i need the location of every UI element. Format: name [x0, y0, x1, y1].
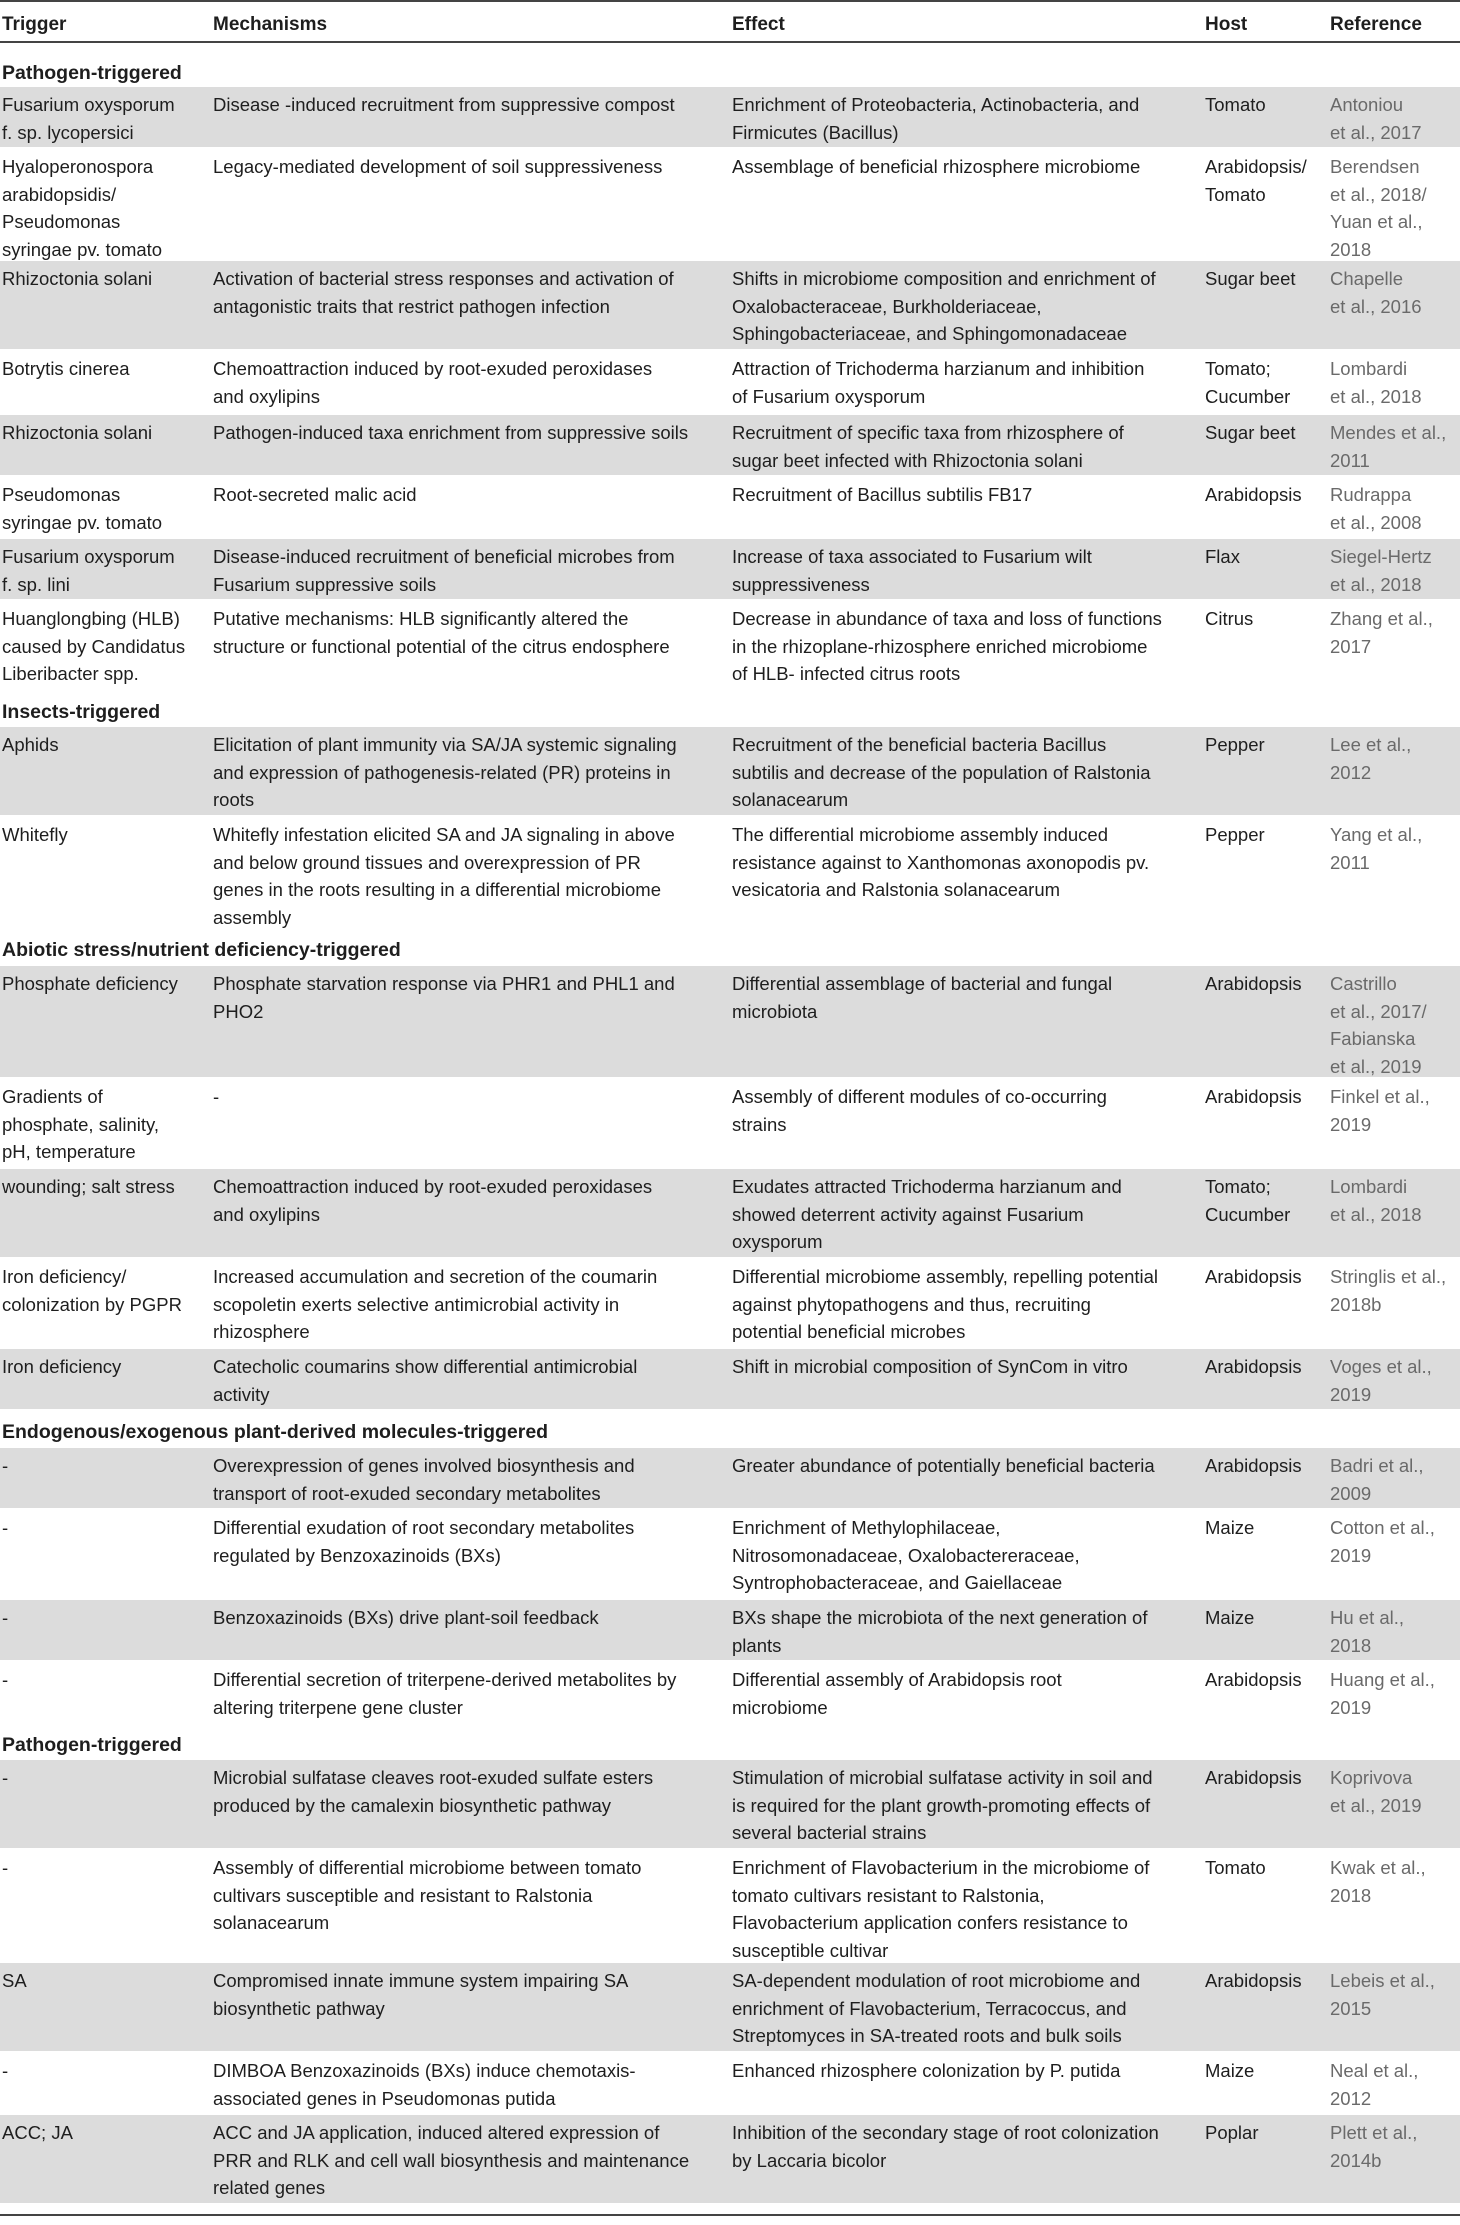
cell-effect: Differential assemblage of bacterial and fungal microbiota	[732, 973, 1113, 1022]
cell-trigger: -	[2, 1857, 9, 1878]
cell-effect: Differential microbiome assembly, repelling potential against phytopathogens and thus, recruiting potential beneficial microbes	[732, 1266, 1159, 1342]
table-row	[0, 539, 1460, 601]
table-row	[0, 1079, 1460, 1169]
cell-mechanism: Legacy-mediated development of soil suppressiveness	[213, 156, 663, 177]
cell-mechanism: Pathogen-induced taxa enrichment from suppressive soils	[213, 422, 689, 443]
table-row	[0, 727, 1460, 817]
cell-reference: Voges et al., 2019	[1330, 1356, 1432, 1405]
cell-trigger: Huanglongbing (HLB) caused by Candidatus Liberibacter spp.	[2, 608, 186, 684]
cell-mechanism: Root-secreted malic acid	[213, 484, 417, 505]
cell-trigger: -	[2, 2060, 9, 2081]
cell-host: Arabidopsis	[1205, 1455, 1302, 1476]
cell-effect: SA-dependent modulation of root microbiome and enrichment of Flavobacterium, Terracoccus, and Streptomyces in SA-treated roots and bulk soils	[732, 1970, 1141, 2046]
cell-mechanism: Chemoattraction induced by root-exuded peroxidases and oxylipins	[213, 358, 653, 407]
cell-host: Arabidopsis/ Tomato	[1205, 156, 1307, 205]
section-title: Abiotic stress/nutrient deficiency-triggered	[2, 939, 401, 961]
cell-reference: Finkel et al., 2019	[1330, 1086, 1430, 1135]
cell-effect: Attraction of Trichoderma harzianum and inhibition of Fusarium oxysporum	[732, 358, 1145, 407]
cell-reference: Lee et al., 2012	[1330, 734, 1412, 783]
cell-reference: Siegel-Hertz et al., 2018	[1330, 546, 1432, 595]
cell-effect: Differential assembly of Arabidopsis root microbiome	[732, 1669, 1062, 1718]
cell-effect: Recruitment of the beneficial bacteria Bacillus subtilis and decrease of the population of Ralstonia solanacearum	[732, 734, 1151, 810]
cell-trigger: wounding; salt stress	[2, 1176, 175, 1197]
header-mechanisms: Mechanisms	[213, 14, 328, 35]
table-row	[0, 817, 1460, 930]
cell-host: Poplar	[1205, 2122, 1259, 2143]
table-row	[0, 1448, 1460, 1510]
cell-mechanism: Benzoxazinoids (BXs) drive plant-soil feedback	[213, 1607, 599, 1628]
table-row	[0, 1850, 1460, 1963]
table-row	[0, 87, 1460, 149]
table-header	[0, 0, 1460, 43]
cell-effect: Greater abundance of potentially beneficial bacteria	[732, 1455, 1155, 1476]
cell-trigger: Iron deficiency	[2, 1356, 122, 1377]
cell-mechanism: Activation of bacterial stress responses and activation of antagonistic traits that restrict pathogen infection	[213, 268, 674, 317]
section-title: Endogenous/exogenous plant-derived molecules-triggered	[2, 1421, 549, 1443]
cell-effect: The differential microbiome assembly induced resistance against to Xanthomonas axonopodis pv. vesicatoria and Ralstonia solanacearum	[732, 824, 1150, 900]
table-row	[0, 1662, 1460, 1724]
cell-mechanism: Disease-induced recruitment of beneficial microbes from Fusarium suppressive soils	[213, 546, 675, 595]
cell-effect: Recruitment of Bacillus subtilis FB17	[732, 484, 1033, 505]
cell-reference: Lombardi et al., 2018	[1330, 358, 1422, 407]
cell-trigger: Phosphate deficiency	[2, 973, 178, 994]
section-heading	[0, 1724, 1460, 1761]
cell-reference: Antoniou et al., 2017	[1330, 94, 1422, 143]
cell-host: Pepper	[1205, 824, 1265, 845]
cell-effect: Recruitment of specific taxa from rhizosphere of sugar beet infected with Rhizoctonia solani	[732, 422, 1124, 471]
cell-host: Tomato; Cucumber	[1205, 358, 1291, 407]
section-heading	[0, 691, 1460, 728]
cell-reference: Zhang et al., 2017	[1330, 608, 1433, 657]
cell-trigger: Fusarium oxysporum f. sp. lycopersici	[2, 94, 175, 143]
table-row	[0, 1510, 1460, 1600]
cell-reference: Badri et al., 2009	[1330, 1455, 1424, 1504]
cell-trigger: -	[2, 1669, 9, 1690]
cell-mechanism: Putative mechanisms: HLB significantly altered the structure or functional potential of the citrus endosphere	[213, 608, 670, 657]
cell-mechanism: Overexpression of genes involved biosynthesis and transport of root-exuded secondary metabolites	[213, 1455, 635, 1504]
table-row	[0, 601, 1460, 691]
table-row	[0, 415, 1460, 477]
section-heading	[0, 52, 1460, 89]
cell-host: Arabidopsis	[1205, 1767, 1302, 1788]
cell-trigger: ACC; JA	[2, 2122, 73, 2143]
section-title: Insects-triggered	[2, 701, 161, 723]
cell-mechanism: DIMBOA Benzoxazinoids (BXs) induce chemotaxis- associated genes in Pseudomonas putida	[213, 2060, 636, 2109]
cell-host: Arabidopsis	[1205, 1266, 1302, 1287]
table-row	[0, 966, 1460, 1079]
cell-reference: Huang et al., 2019	[1330, 1669, 1435, 1718]
cell-effect: Enrichment of Methylophilaceae, Nitrosomonadaceae, Oxalobactereraceae, Syntrophobacteraceae, and Gaiellaceae	[732, 1517, 1080, 1593]
cell-trigger: Gradients of phosphate, salinity, pH, temperature	[2, 1086, 160, 1162]
cell-reference: Cotton et al., 2019	[1330, 1517, 1435, 1566]
table-row	[0, 1760, 1460, 1850]
cell-reference: Kwak et al., 2018	[1330, 1857, 1426, 1906]
cell-trigger: Whitefly	[2, 824, 68, 845]
cell-mechanism: Differential secretion of triterpene-derived metabolites by altering triterpene gene cluster	[213, 1669, 677, 1718]
cell-reference: Koprivova et al., 2019	[1330, 1767, 1422, 1816]
cell-effect: Exudates attracted Trichoderma harzianum and showed deterrent activity against Fusarium oxysporum	[732, 1176, 1122, 1252]
table-row	[0, 1600, 1460, 1662]
cell-mechanism: Whitefly infestation elicited SA and JA signaling in above and below ground tissues and overexpression of PR genes in the roots resulting in a differential microbiome assembly	[213, 824, 675, 928]
cell-mechanism: Catecholic coumarins show differential antimicrobial activity	[213, 1356, 638, 1405]
table-row	[0, 1169, 1460, 1259]
cell-mechanism: Differential exudation of root secondary metabolites regulated by Benzoxazinoids (BXs)	[213, 1517, 635, 1566]
header-trigger: Trigger	[2, 14, 67, 35]
cell-host: Arabidopsis	[1205, 973, 1302, 994]
cell-reference: Neal et al., 2012	[1330, 2060, 1419, 2109]
cell-host: Maize	[1205, 2060, 1255, 2081]
cell-host: Arabidopsis	[1205, 1356, 1302, 1377]
cell-effect: Assembly of different modules of co-occurring strains	[732, 1086, 1107, 1135]
cell-mechanism: Microbial sulfatase cleaves root-exuded sulfate esters produced by the camalexin biosynthetic pathway	[213, 1767, 654, 1816]
cell-effect: Increase of taxa associated to Fusarium wilt suppressiveness	[732, 546, 1092, 595]
cell-trigger: Pseudomonas syringae pv. tomato	[2, 484, 163, 533]
table-row	[0, 261, 1460, 351]
cell-effect: BXs shape the microbiota of the next generation of plants	[732, 1607, 1148, 1656]
cell-reference: Berendsen et al., 2018/ Yuan et al., 2018	[1330, 156, 1427, 260]
cell-effect: Enrichment of Proteobacteria, Actinobacteria, and Firmicutes (Bacillus)	[732, 94, 1140, 143]
table-row	[0, 2053, 1460, 2115]
cell-host: Maize	[1205, 1517, 1255, 1538]
table-row	[0, 1259, 1460, 1349]
table-row	[0, 1963, 1460, 2053]
cell-host: Tomato	[1205, 94, 1266, 115]
cell-trigger: Fusarium oxysporum f. sp. lini	[2, 546, 175, 595]
cell-effect: Decrease in abundance of taxa and loss of functions in the rhizoplane-rhizosphere enriched microbiome of HLB- infected citrus roots	[732, 608, 1162, 684]
header-host: Host	[1205, 14, 1248, 35]
cell-trigger: -	[2, 1517, 9, 1538]
section-title: Pathogen-triggered	[2, 62, 182, 84]
cell-trigger: -	[2, 1607, 9, 1628]
cell-trigger: Rhizoctonia solani	[2, 268, 153, 289]
cell-trigger: Aphids	[2, 734, 59, 755]
cell-host: Arabidopsis	[1205, 484, 1302, 505]
cell-host: Arabidopsis	[1205, 1669, 1302, 1690]
cell-trigger: -	[2, 1455, 9, 1476]
cell-mechanism: Increased accumulation and secretion of the coumarin scopoletin exerts selective antimicrobial activity in rhizosphere	[213, 1266, 658, 1342]
cell-reference: Lebeis et al., 2015	[1330, 1970, 1435, 2019]
cell-host: Citrus	[1205, 608, 1254, 629]
header-effect: Effect	[732, 14, 785, 35]
cell-host: Tomato; Cucumber	[1205, 1176, 1291, 1225]
cell-trigger: Hyaloperonospora arabidopsidis/ Pseudomonas syringae pv. tomato	[2, 156, 163, 260]
cell-effect: Stimulation of microbial sulfatase activity in soil and is required for the plant growth-promoting effects of several bacterial strains	[732, 1767, 1153, 1843]
cell-host: Arabidopsis	[1205, 1086, 1302, 1107]
cell-mechanism: Chemoattraction induced by root-exuded peroxidases and oxylipins	[213, 1176, 653, 1225]
cell-effect: Shift in microbial composition of SynCom in vitro	[732, 1356, 1128, 1377]
cell-host: Flax	[1205, 546, 1240, 567]
cell-reference: Hu et al., 2018	[1330, 1607, 1405, 1656]
cell-mechanism: Disease -induced recruitment from suppressive compost	[213, 94, 675, 115]
cell-reference: Plett et al., 2014b	[1330, 2122, 1418, 2171]
cell-mechanism: Assembly of differential microbiome between tomato cultivars susceptible and resistant to Ralstonia solanacearum	[213, 1857, 642, 1933]
section-heading	[0, 929, 1460, 966]
cell-reference: Rudrappa et al., 2008	[1330, 484, 1422, 533]
cell-effect: Inhibition of the secondary stage of root colonization by Laccaria bicolor	[732, 2122, 1159, 2171]
cell-mechanism: Compromised innate immune system impairing SA biosynthetic pathway	[213, 1970, 629, 2019]
cell-host: Arabidopsis	[1205, 1970, 1302, 1991]
cell-reference: Lombardi et al., 2018	[1330, 1176, 1422, 1225]
cell-effect: Enhanced rhizosphere colonization by P. putida	[732, 2060, 1121, 2081]
table-row	[0, 149, 1460, 260]
cell-trigger: -	[2, 1767, 9, 1788]
table-bottom-rule	[0, 2214, 1460, 2216]
cell-mechanism: Phosphate starvation response via PHR1 and PHL1 and PHO2	[213, 973, 675, 1022]
cell-host: Maize	[1205, 1607, 1255, 1628]
cell-mechanism: Elicitation of plant immunity via SA/JA systemic signaling and expression of pathogenesis-related (PR) proteins in roots	[213, 734, 677, 810]
cell-host: Pepper	[1205, 734, 1265, 755]
cell-trigger: Rhizoctonia solani	[2, 422, 153, 443]
cell-trigger: Iron deficiency/ colonization by PGPR	[2, 1266, 182, 1315]
cell-host: Sugar beet	[1205, 422, 1296, 443]
cell-reference: Castrillo et al., 2017/ Fabianska et al., 2019	[1330, 973, 1427, 1077]
header-reference: Reference	[1330, 14, 1422, 35]
table-row	[0, 2115, 1460, 2205]
cell-mechanism: ACC and JA application, induced altered expression of PRR and RLK and cell wall biosynthesis and maintenance related genes	[213, 2122, 690, 2198]
cell-trigger: Botrytis cinerea	[2, 358, 130, 379]
section-title: Pathogen-triggered	[2, 1734, 182, 1756]
cell-effect: Enrichment of Flavobacterium in the microbiome of tomato cultivars resistant to Ralstonia, Flavobacterium application confers resistance to susceptible cultivar	[732, 1857, 1150, 1961]
cell-host: Tomato	[1205, 1857, 1266, 1878]
cell-reference: Mendes et al., 2011	[1330, 422, 1447, 471]
table-row	[0, 1349, 1460, 1411]
cell-reference: Chapelle et al., 2016	[1330, 268, 1422, 317]
cell-host: Sugar beet	[1205, 268, 1296, 289]
cell-mechanism: -	[213, 1086, 220, 1107]
cell-effect: Assemblage of beneficial rhizosphere microbiome	[732, 156, 1141, 177]
section-heading	[0, 1411, 1460, 1448]
cell-trigger: SA	[2, 1970, 27, 1991]
table-row	[0, 351, 1460, 416]
cell-effect: Shifts in microbiome composition and enrichment of Oxalobacteraceae, Burkholderiaceae, Sphingobacteriaceae, and Sphingomonadaceae	[732, 268, 1156, 344]
cell-reference: Yang et al., 2011	[1330, 824, 1423, 873]
cell-reference: Stringlis et al., 2018b	[1330, 1266, 1447, 1315]
table-row	[0, 477, 1460, 539]
